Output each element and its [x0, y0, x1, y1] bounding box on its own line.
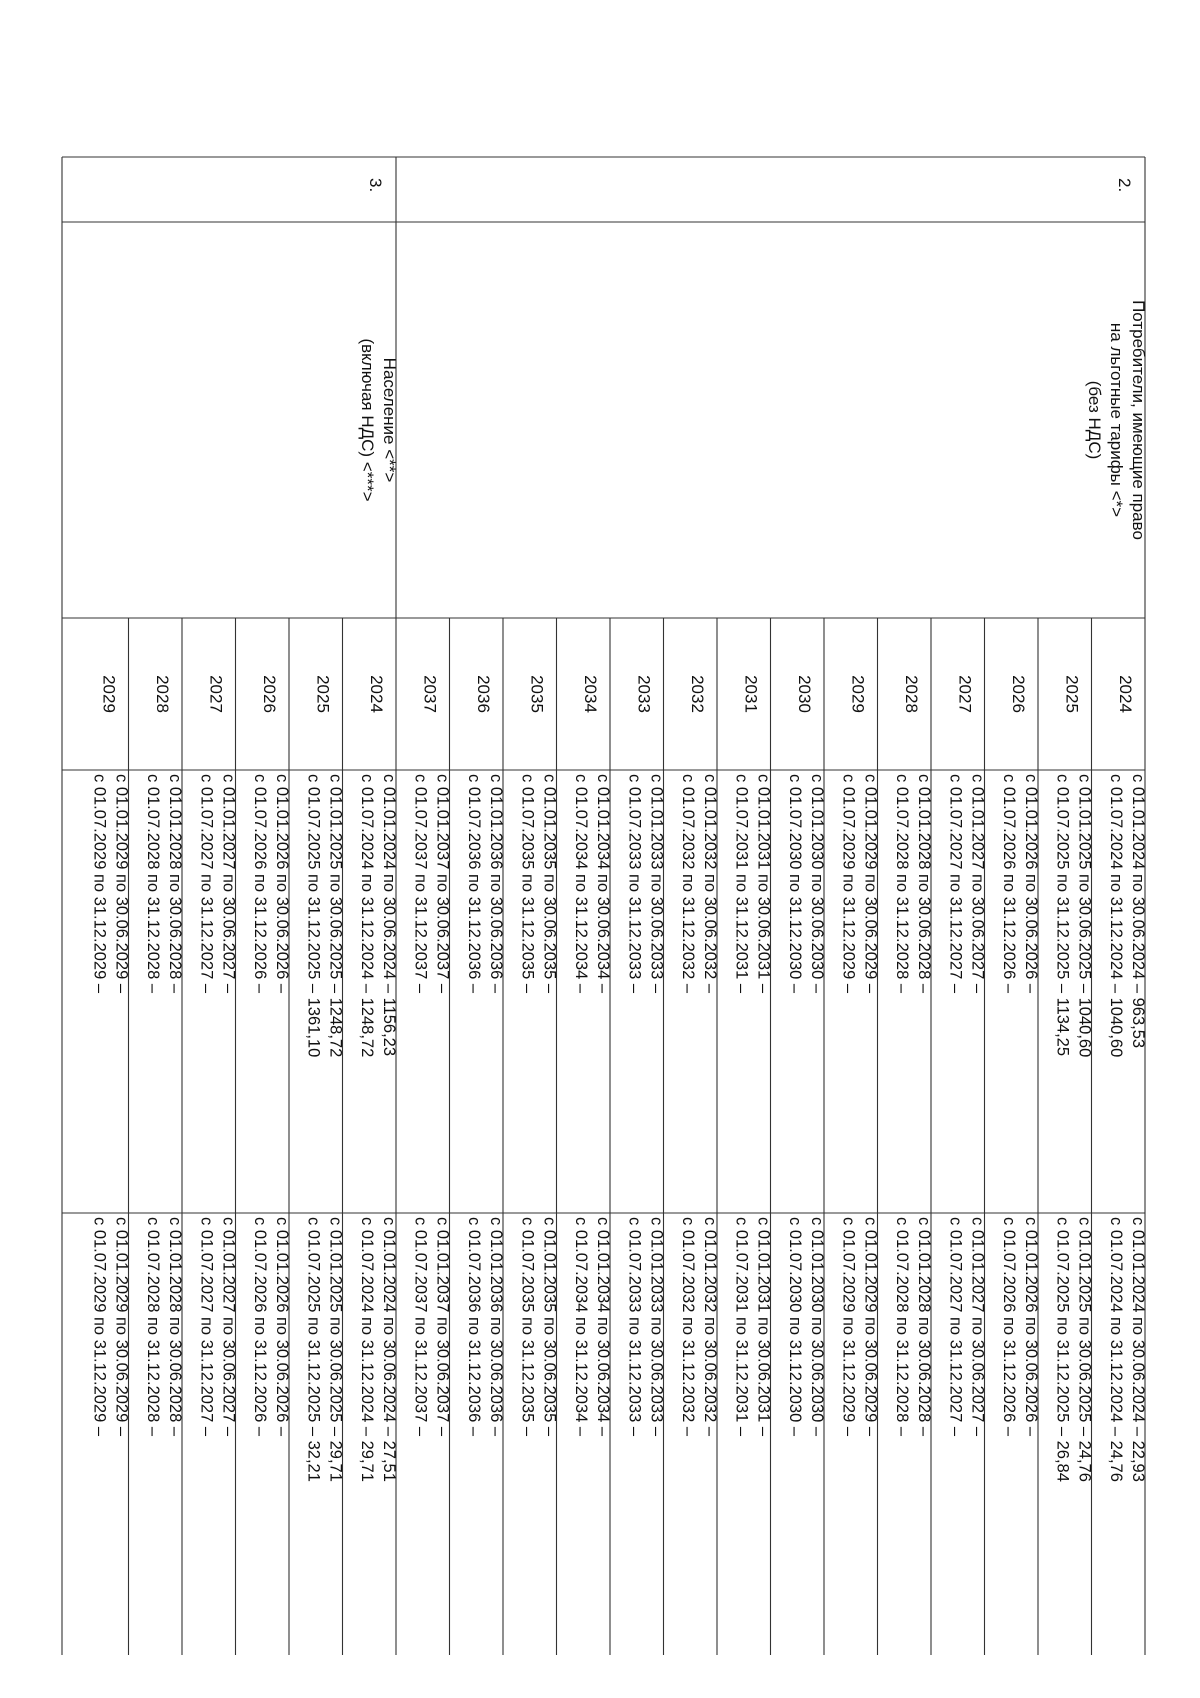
tariff-line-col1: с 01.01.2026 по 30.06.2026 – — [1022, 774, 1040, 994]
year-cell: 2026 — [260, 675, 279, 713]
tariff-line-col1: с 01.07.2028 по 31.12.2028 – — [893, 774, 911, 994]
tariff-line-col2: с 01.01.2037 по 30.06.2037 – — [433, 1217, 452, 1437]
tariff-line-col1: с 01.01.2030 по 30.06.2030 – — [808, 774, 826, 994]
tariff-line-col2: с 01.07.2031 по 31.12.2031 – — [732, 1217, 751, 1437]
tariff-line-col2: с 01.01.2026 по 30.06.2026 – — [1022, 1217, 1040, 1437]
year-cell: 2029 — [848, 675, 868, 713]
year-cell: 2037 — [420, 675, 440, 713]
tariff-line-col1: с 01.07.2027 по 31.12.2027 – — [946, 774, 965, 994]
tariff-line-col2: с 01.07.2037 по 31.12.2037 – — [411, 1217, 430, 1437]
tariff-line-col1: с 01.01.2032 по 30.06.2032 – — [701, 774, 719, 994]
tariff-line-col1: с 01.07.2025 по 31.12.2025 – 1134,25 — [1053, 774, 1072, 1057]
tariff-line-col2: с 01.01.2030 по 30.06.2030 – — [808, 1217, 826, 1437]
tariff-line-col2: с 01.07.2024 по 31.12.2024 – 29,71 — [358, 1217, 376, 1482]
tariff-line-col2: с 01.07.2028 по 31.12.2028 – — [893, 1217, 911, 1437]
tariff-line-col2: с 01.07.2032 по 31.12.2032 – — [679, 1217, 697, 1437]
tariff-line-col1: с 01.07.2033 по 31.12.2033 – — [625, 774, 644, 994]
year-cell: 2029 — [99, 675, 119, 713]
table-content — [91, 178, 1149, 1482]
tariff-line-col2: с 01.07.2029 по 31.12.2029 – — [90, 1217, 109, 1437]
tariff-line-col1: с 01.01.2035 по 30.06.2035 – — [540, 774, 559, 994]
tariff-line-col2: с 01.01.2035 по 30.06.2035 – — [540, 1217, 559, 1437]
category-name-line: на льготные тарифы <*> — [1107, 322, 1126, 518]
tariff-line-col1: с 01.01.2029 по 30.06.2029 – — [112, 774, 131, 994]
tariff-line-col1: с 01.07.2032 по 31.12.2032 – — [679, 774, 697, 994]
tariff-line-col2: с 01.07.2030 по 31.12.2030 – — [786, 1217, 804, 1437]
tariff-line-col1: с 01.07.2027 по 31.12.2027 – — [197, 774, 216, 994]
tariff-line-col1: с 01.01.2028 по 30.06.2028 – — [166, 774, 184, 994]
tariff-line-col1: с 01.01.2033 по 30.06.2033 – — [647, 774, 666, 994]
year-cell: 2024 — [1116, 675, 1135, 713]
tariff-line-col2: с 01.01.2036 по 30.06.2036 – — [487, 1217, 505, 1437]
tariff-line-col1: с 01.07.2029 по 31.12.2029 – — [90, 774, 109, 994]
tariff-line-col2: с 01.01.2034 по 30.06.2034 – — [594, 1217, 612, 1437]
tariff-line-col1: с 01.01.2031 по 30.06.2031 – — [754, 774, 773, 994]
tariff-line-col2: с 01.01.2031 по 30.06.2031 – — [754, 1217, 773, 1437]
year-cell: 2024 — [367, 675, 386, 713]
tariff-line-col1: с 01.01.2024 по 30.06.2024 – 963,53 — [1129, 774, 1147, 1049]
year-cell: 2034 — [581, 675, 600, 713]
year-cell: 2027 — [206, 675, 226, 713]
tariff-line-col1: с 01.01.2034 по 30.06.2034 – — [594, 774, 612, 994]
tariff-line-col1: с 01.07.2026 по 31.12.2026 – — [1000, 774, 1018, 994]
year-cell: 2030 — [795, 675, 814, 713]
tariff-line-col1: с 01.07.2026 по 31.12.2026 – — [251, 774, 269, 994]
tariff-line-col1: с 01.07.2034 по 31.12.2034 – — [572, 774, 590, 994]
tariff-line-col2: с 01.07.2026 по 31.12.2026 – — [251, 1217, 269, 1437]
tariff-line-col1: с 01.01.2025 по 30.06.2025 – 1248,72 — [326, 774, 345, 1058]
tariff-line-col1: с 01.01.2029 по 30.06.2029 – — [861, 774, 880, 994]
year-cell: 2033 — [634, 675, 654, 713]
tariff-line-col1: с 01.07.2030 по 31.12.2030 – — [786, 774, 804, 994]
tariff-line-col2: с 01.07.2025 по 31.12.2025 – 26,84 — [1053, 1217, 1072, 1482]
tariff-line-col2: с 01.07.2024 по 31.12.2024 – 24,76 — [1107, 1217, 1125, 1482]
tariff-line-col2: с 01.01.2028 по 30.06.2028 – — [915, 1217, 933, 1437]
tariff-line-col2: с 01.01.2024 по 30.06.2024 – 22,93 — [1129, 1217, 1147, 1482]
tariff-line-col1: с 01.07.2035 по 31.12.2035 – — [518, 774, 537, 994]
tariff-line-col2: с 01.07.2034 по 31.12.2034 – — [572, 1217, 590, 1437]
year-cell: 2026 — [1009, 675, 1028, 713]
category-number: 2. — [1115, 178, 1134, 193]
tariff-line-col1: с 01.01.2036 по 30.06.2036 – — [487, 774, 505, 994]
tariff-line-col2: с 01.01.2032 по 30.06.2032 – — [701, 1217, 719, 1437]
tariff-line-col2: с 01.07.2029 по 31.12.2029 – — [839, 1217, 858, 1437]
tariff-line-col1: с 01.01.2028 по 30.06.2028 – — [915, 774, 933, 994]
tariff-line-col1: с 01.01.2025 по 30.06.2025 – 1040,60 — [1075, 774, 1094, 1058]
tariff-line-col1: с 01.01.2037 по 30.06.2037 – — [433, 774, 452, 994]
tariff-line-col2: с 01.07.2035 по 31.12.2035 – — [518, 1217, 537, 1437]
year-cell: 2031 — [741, 675, 761, 713]
tariff-line-col2: с 01.01.2029 по 30.06.2029 – — [112, 1217, 131, 1437]
tariff-line-col1: с 01.01.2027 по 30.06.2027 – — [968, 774, 987, 994]
tariff-line-col1: с 01.07.2025 по 31.12.2025 – 1361,10 — [304, 774, 323, 1058]
year-cell: 2025 — [1062, 675, 1082, 713]
tariff-line-col2: с 01.01.2026 по 30.06.2026 – — [273, 1217, 291, 1437]
year-cell: 2032 — [688, 675, 707, 713]
tariff-line-col1: с 01.07.2024 по 31.12.2024 – 1040,60 — [1107, 774, 1125, 1058]
category-name-line: Потребители, имеющие право — [1129, 300, 1148, 540]
year-cell: 2025 — [313, 675, 333, 713]
tariff-line-col1: с 01.07.2037 по 31.12.2037 – — [411, 774, 430, 994]
tariff-line-col2: с 01.07.2036 по 31.12.2036 – — [465, 1217, 483, 1437]
tariff-line-col2: с 01.01.2033 по 30.06.2033 – — [647, 1217, 666, 1437]
category-name-line: (включая НДС) <***> — [358, 338, 377, 502]
tariff-line-col1: с 01.07.2028 по 31.12.2028 – — [144, 774, 162, 994]
tariff-line-col1: с 01.01.2026 по 30.06.2026 – — [273, 774, 291, 994]
tariff-line-col2: с 01.07.2028 по 31.12.2028 – — [144, 1217, 162, 1437]
tariff-line-col2: с 01.07.2027 по 31.12.2027 – — [946, 1217, 965, 1437]
tariff-line-col1: с 01.07.2031 по 31.12.2031 – — [732, 774, 751, 994]
tariff-line-col1: с 01.01.2027 по 30.06.2027 – — [219, 774, 238, 994]
year-cell: 2028 — [902, 675, 921, 713]
tariff-line-col2: с 01.01.2029 по 30.06.2029 – — [861, 1217, 880, 1437]
tariff-line-col2: с 01.01.2028 по 30.06.2028 – — [166, 1217, 184, 1437]
tariff-line-col2: с 01.07.2027 по 31.12.2027 – — [197, 1217, 216, 1437]
tariff-line-col1: с 01.01.2024 по 30.06.2024 – 1156,23 — [380, 774, 398, 1057]
tariff-line-col2: с 01.07.2033 по 31.12.2033 – — [625, 1217, 644, 1437]
tariff-line-col1: с 01.07.2024 по 31.12.2024 – 1248,72 — [358, 774, 376, 1058]
category-name-line: (без НДС) — [1085, 380, 1104, 460]
year-cell: 2027 — [955, 675, 975, 713]
year-cell: 2036 — [474, 675, 493, 713]
tariff-line-col2: с 01.01.2025 по 30.06.2025 – 24,76 — [1075, 1217, 1094, 1482]
category-name-line: Население <**> — [380, 357, 399, 483]
tariff-line-col2: с 01.07.2026 по 31.12.2026 – — [1000, 1217, 1018, 1437]
category-number: 3. — [366, 178, 385, 193]
year-cell: 2028 — [153, 675, 172, 713]
tariff-line-col1: с 01.07.2036 по 31.12.2036 – — [465, 774, 483, 994]
tariff-line-col2: с 01.01.2027 по 30.06.2027 – — [968, 1217, 987, 1437]
tariff-line-col2: с 01.01.2024 по 30.06.2024 – 27,51 — [380, 1217, 398, 1482]
tariff-line-col2: с 01.01.2027 по 30.06.2027 – — [219, 1217, 238, 1437]
tariff-line-col2: с 01.07.2025 по 31.12.2025 – 32,21 — [304, 1217, 323, 1482]
tariff-line-col1: с 01.07.2029 по 31.12.2029 – — [839, 774, 858, 994]
tariff-line-col2: с 01.01.2025 по 30.06.2025 – 29,71 — [326, 1217, 345, 1482]
year-cell: 2035 — [527, 675, 547, 713]
